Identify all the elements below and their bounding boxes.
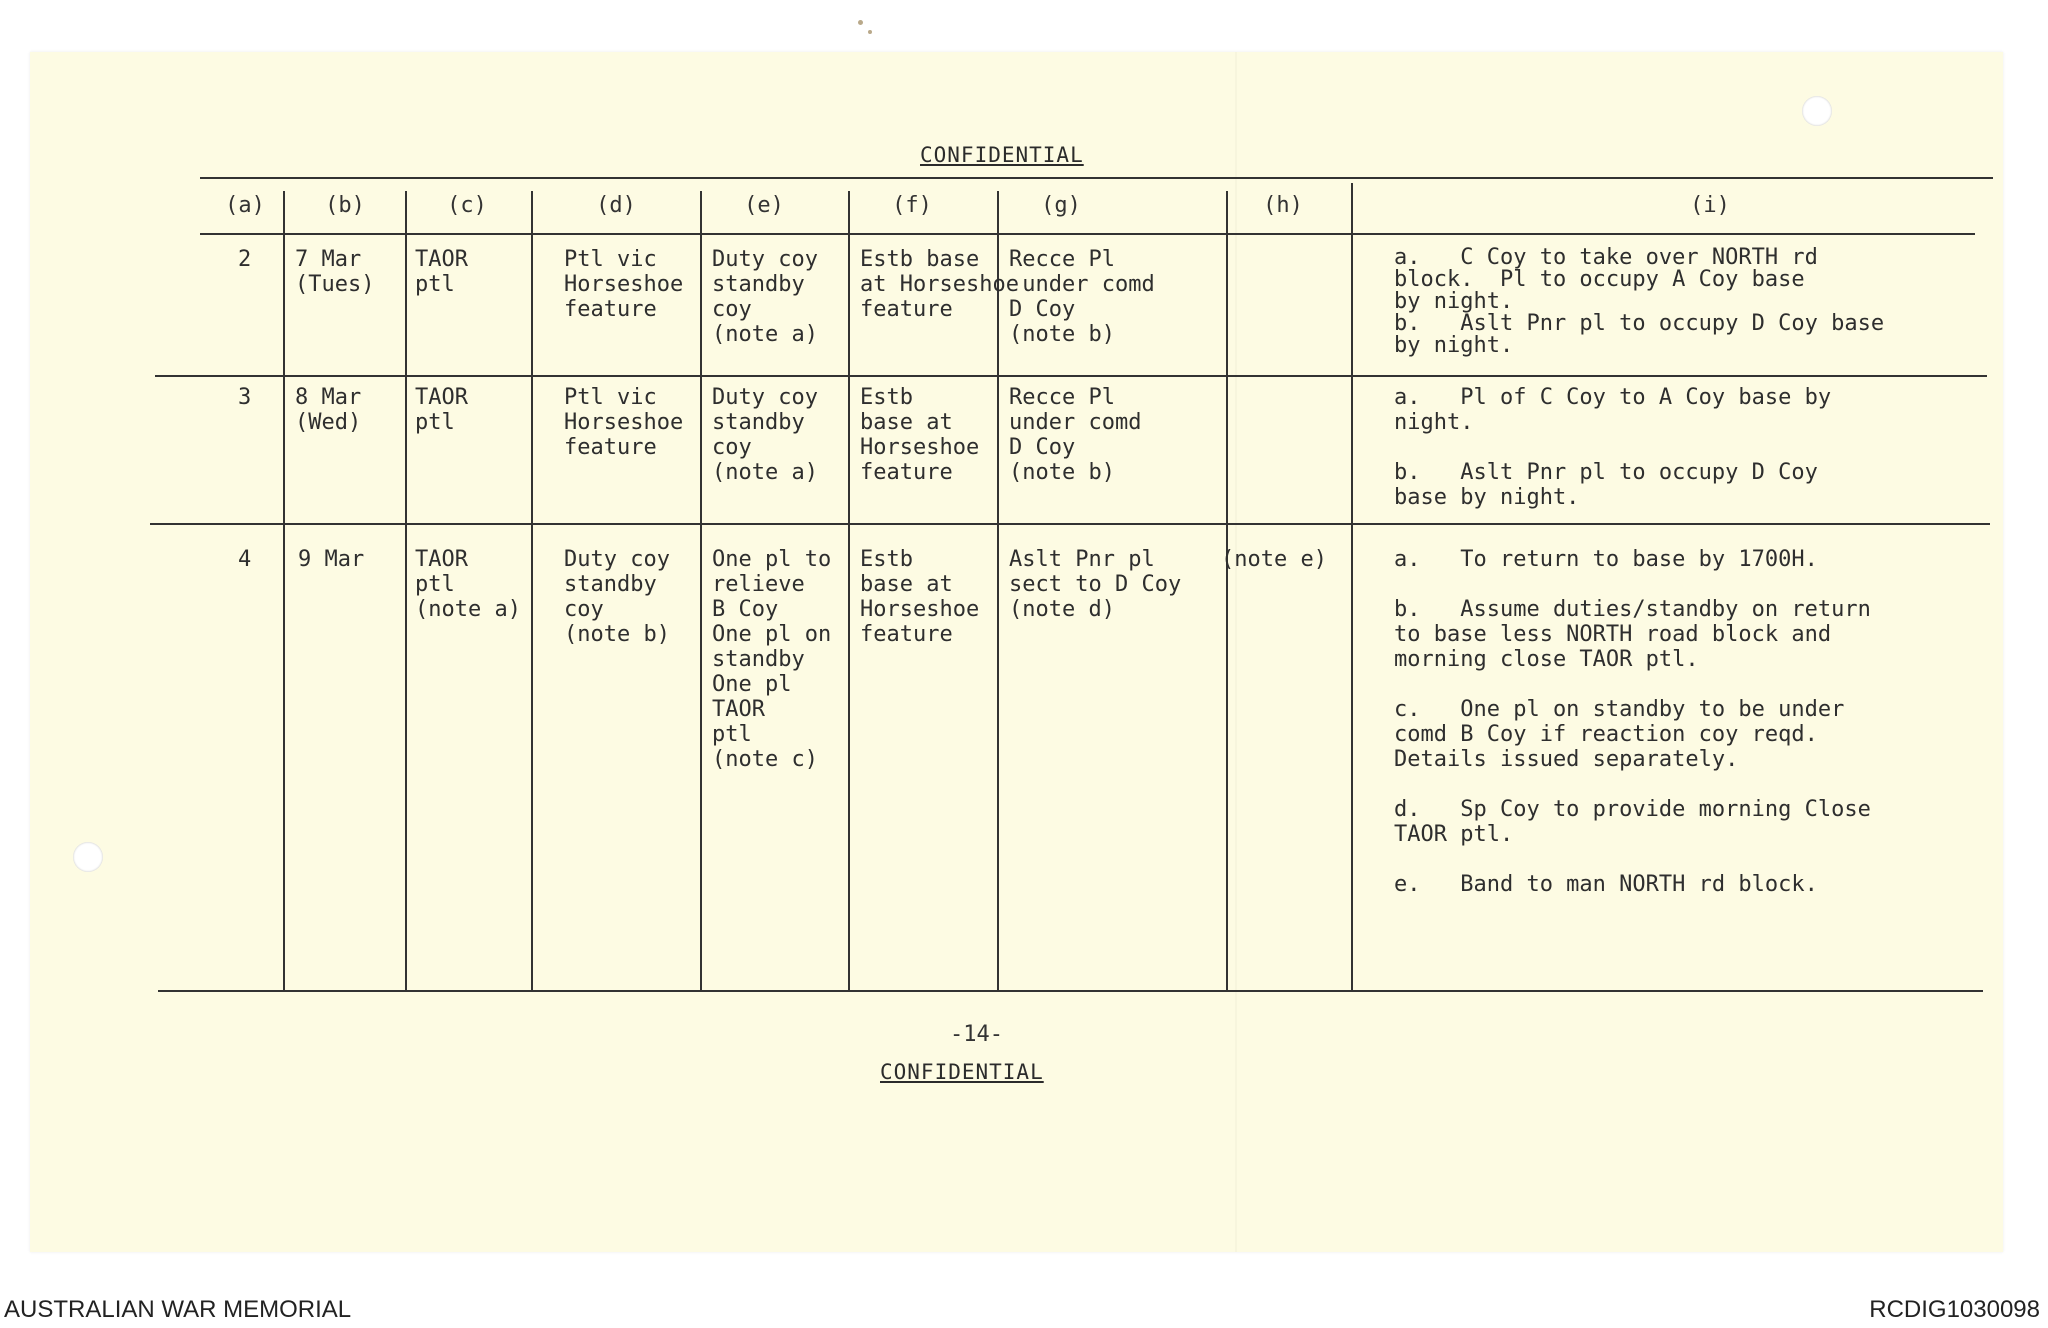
cell-serial: 4 bbox=[238, 547, 252, 572]
column-header: (f) bbox=[892, 193, 932, 218]
cell-date: 9 Mar bbox=[298, 547, 365, 572]
column-rule bbox=[531, 191, 533, 991]
column-header: (i) bbox=[1690, 193, 1730, 218]
archive-institution: AUSTRALIAN WAR MEMORIAL bbox=[4, 1296, 352, 1323]
cell-col-c: TAOR ptl bbox=[415, 247, 468, 297]
table-bottom-rule bbox=[158, 990, 1983, 992]
column-rule bbox=[700, 191, 702, 991]
header-rule bbox=[200, 233, 1975, 235]
column-header: (d) bbox=[596, 193, 636, 218]
footer-confidential: CONFIDENTIAL bbox=[880, 1060, 1044, 1084]
cell-col-f: Estb base at Horseshoe feature bbox=[860, 547, 980, 647]
row-rule bbox=[150, 523, 1990, 525]
cell-col-g: Recce Pl under comd D Coy (note b) bbox=[1009, 385, 1142, 485]
cell-col-c: TAOR ptl (note a) bbox=[415, 547, 521, 622]
cell-date: 8 Mar (Wed) bbox=[295, 385, 362, 435]
paper-fold bbox=[1235, 52, 1237, 1252]
column-header: (c) bbox=[447, 193, 487, 218]
column-header: (h) bbox=[1263, 193, 1303, 218]
row-rule bbox=[155, 375, 1987, 377]
cell-serial: 2 bbox=[238, 247, 252, 272]
cell-col-c: TAOR ptl bbox=[415, 385, 468, 435]
cell-col-i: a. Pl of C Coy to A Coy base by night. b. Aslt Pnr pl to occupy D Coy base by night. bbox=[1394, 385, 1832, 510]
column-header: (a) bbox=[225, 193, 265, 218]
cell-col-g: Aslt Pnr pl sect to D Coy (note d) bbox=[1009, 547, 1182, 622]
column-header: (b) bbox=[325, 193, 365, 218]
paper-speck bbox=[858, 20, 863, 25]
cell-col-i: a. To return to base by 1700H. b. Assume duties/standby on return to base less NORTH road block and morning close TAOR ptl. c. One pl on standby to be under comd B Coy if reaction coy reqd. Details issued separately. d. Sp Coy to provide morning Close TAOR ptl. e. Band to man NORTH rd block. bbox=[1394, 547, 1871, 897]
cell-col-d: Duty coy standby coy (note b) bbox=[564, 547, 670, 647]
cell-col-f: Estb base at Horseshoe feature bbox=[860, 385, 980, 485]
cell-col-e: Duty coy standby coy (note a) bbox=[712, 247, 818, 347]
cell-col-h: (note e) bbox=[1221, 547, 1327, 572]
cell-col-g: Recce Pl under comd D Coy (note b) bbox=[1009, 247, 1155, 347]
punch-hole bbox=[1802, 96, 1832, 126]
column-rule bbox=[283, 191, 285, 991]
page-number: -14- bbox=[950, 1022, 1003, 1047]
column-header: (g) bbox=[1041, 193, 1081, 218]
table-top-rule bbox=[200, 177, 1993, 179]
cell-col-d: Ptl vic Horseshoe feature bbox=[564, 385, 684, 460]
cell-col-e: One pl to relieve B Coy One pl on standby One pl TAOR ptl (note c) bbox=[712, 547, 832, 772]
column-rule bbox=[1351, 183, 1353, 991]
column-rule bbox=[405, 191, 407, 991]
column-rule bbox=[1226, 191, 1228, 991]
cell-serial: 3 bbox=[238, 385, 252, 410]
paper-speck bbox=[868, 30, 872, 34]
cell-col-e: Duty coy standby coy (note a) bbox=[712, 385, 818, 485]
cell-date: 7 Mar (Tues) bbox=[295, 247, 375, 297]
cell-col-f: Estb base at Horseshoe feature bbox=[860, 247, 1019, 322]
cell-col-d: Ptl vic Horseshoe feature bbox=[564, 247, 684, 322]
header-confidential: CONFIDENTIAL bbox=[920, 143, 1084, 167]
cell-col-i: a. C Coy to take over NORTH rd block. Pl to occupy A Coy base by night. b. Aslt Pnr pl to occupy D Coy base by night. bbox=[1394, 245, 1885, 358]
column-rule bbox=[848, 191, 850, 991]
column-header: (e) bbox=[744, 193, 784, 218]
archive-item-id: RCDIG1030098 bbox=[1869, 1296, 2040, 1323]
punch-hole bbox=[73, 842, 103, 872]
